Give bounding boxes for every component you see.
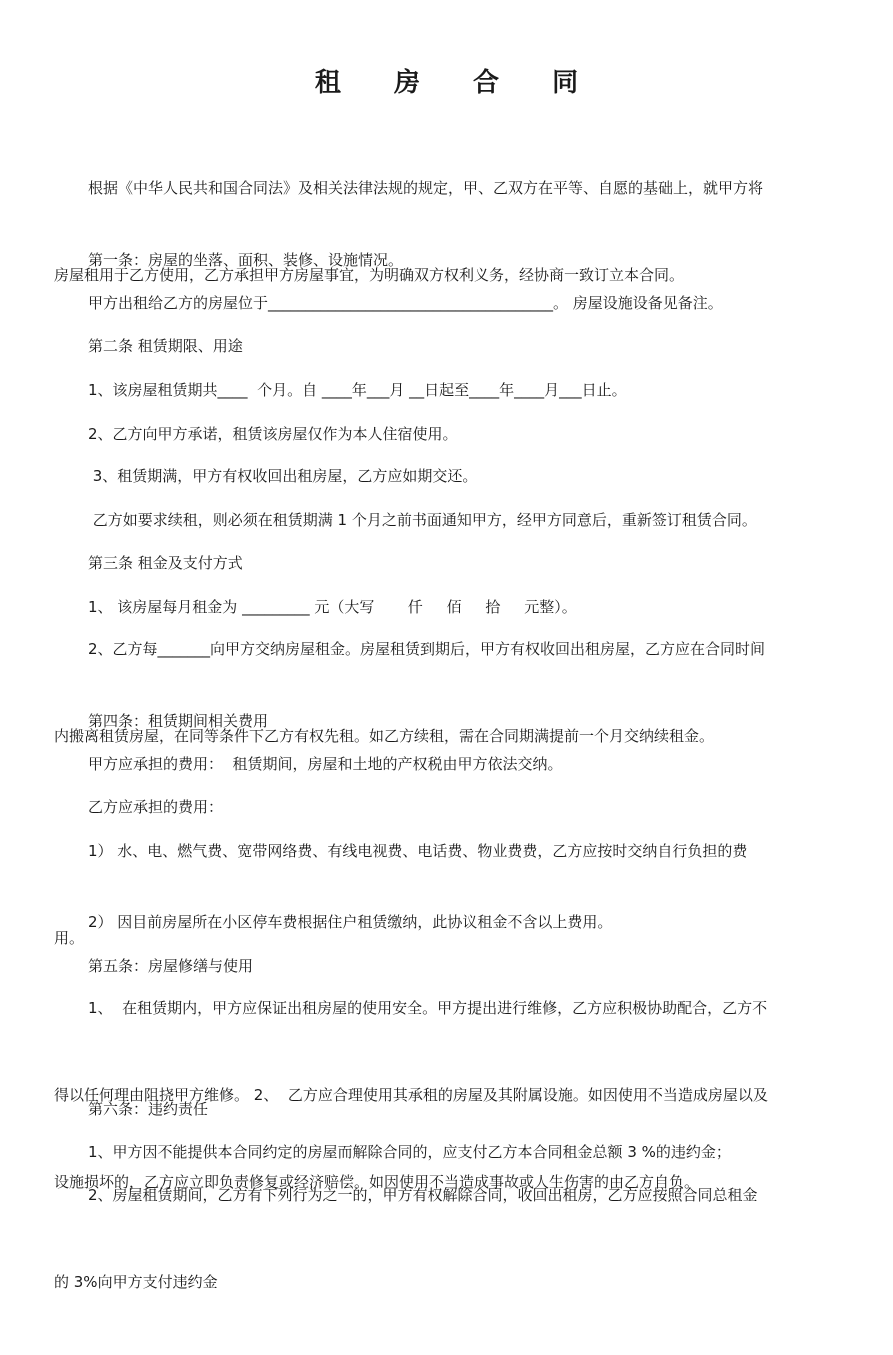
line: 第一条：房屋的坐落、面积、装修、设施情况。 xyxy=(88,251,404,269)
line: 第四条：租赁期间相关费用 xyxy=(88,712,269,730)
line: 的 3%向甲方支付违约金 xyxy=(54,1273,218,1291)
line: 2、房屋租赁期间，乙方有下列行为之一的，甲方有权解除合同，收回出租房，乙方应按照合同总租金 xyxy=(88,1186,758,1204)
line: 房屋租用于乙方使用，乙方承担甲方房屋事宜，为明确双方权利义务，经协商一致订立本合同。 xyxy=(54,266,685,284)
line: 内搬离租赁房屋，在同等条件下乙方有权先租。如乙方续租，需在合同期满提前一个月交纳续租金。 xyxy=(54,727,715,745)
line: 1、甲方因不能提供本合同约定的房屋而解除合同的，应支付乙方本合同租金总额 3 %的违约金； xyxy=(88,1143,731,1161)
line: 1） 水、电、燃气费、宽带网络费、有线电视费、电话费、物业费费，乙方应按时交纳自行负担的费 xyxy=(88,842,748,860)
line: 1、 该房屋每月租金为 _________ 元（大写 仟 佰 拾 元整）。 xyxy=(88,598,577,616)
line: 第二条 租赁期限、用途 xyxy=(88,337,243,355)
line: 甲方应承担的费用： 租赁期间，房屋和土地的产权税由甲方依法交纳。 xyxy=(88,755,563,773)
line: 设施损坏的，乙方应立即负责修复或经济赔偿。如因使用不当造成事故或人生伤害的由乙方自负。 xyxy=(54,1173,700,1191)
line: 甲方出租给乙方的房屋位于______________________________________。 房屋设施设备见备注。 xyxy=(88,294,723,312)
line: 乙方如要求续租，则必须在租赁期满 1 个月之前书面通知甲方，经甲方同意后，重新签订租赁合同。 xyxy=(88,511,757,529)
line: 1、该房屋租赁期共____ 个月。自 ____年___月 __日起至____年____月___日止。 xyxy=(88,381,627,399)
line: 乙方应承担的费用： xyxy=(88,798,224,816)
line: 1、 在租赁期内，甲方应保证出租房屋的使用安全。甲方提出进行维修，乙方应积极协助配合，乙方不 xyxy=(88,999,768,1017)
line: 第五条：房屋修缮与使用 xyxy=(88,957,254,975)
line: 2、乙方向甲方承诺，租赁该房屋仅作为本人住宿使用。 xyxy=(88,425,458,443)
document-title: 租 房 合 同 xyxy=(314,68,601,98)
line: 第三条 租金及支付方式 xyxy=(88,554,243,572)
line: 3、租赁期满，甲方有权收回出租房屋，乙方应如期交还。 xyxy=(88,467,478,485)
line: 2、乙方每_______向甲方交纳房屋租金。房屋租赁到期后，甲方有权收回出租房屋，乙方应在合同时间 xyxy=(88,640,766,658)
line: 用。 xyxy=(54,929,85,947)
line: 第六条：违约责任 xyxy=(88,1100,209,1118)
penalty-party-b xyxy=(54,1123,839,1355)
line: 2） 因目前房屋所在小区停车费根据住户租赁缴纳，此协议租金不含以上费用。 xyxy=(88,913,613,931)
line: 根据《中华人民共和国合同法》及相关法律法规的规定，甲、乙双方在平等、自愿的基础上，就甲方将 xyxy=(88,179,764,197)
line: 得以任何理由阻挠甲方维修。 2、 乙方应合理使用其承租的房屋及其附属设施。如因使用不当造成房屋以及 xyxy=(54,1086,768,1104)
